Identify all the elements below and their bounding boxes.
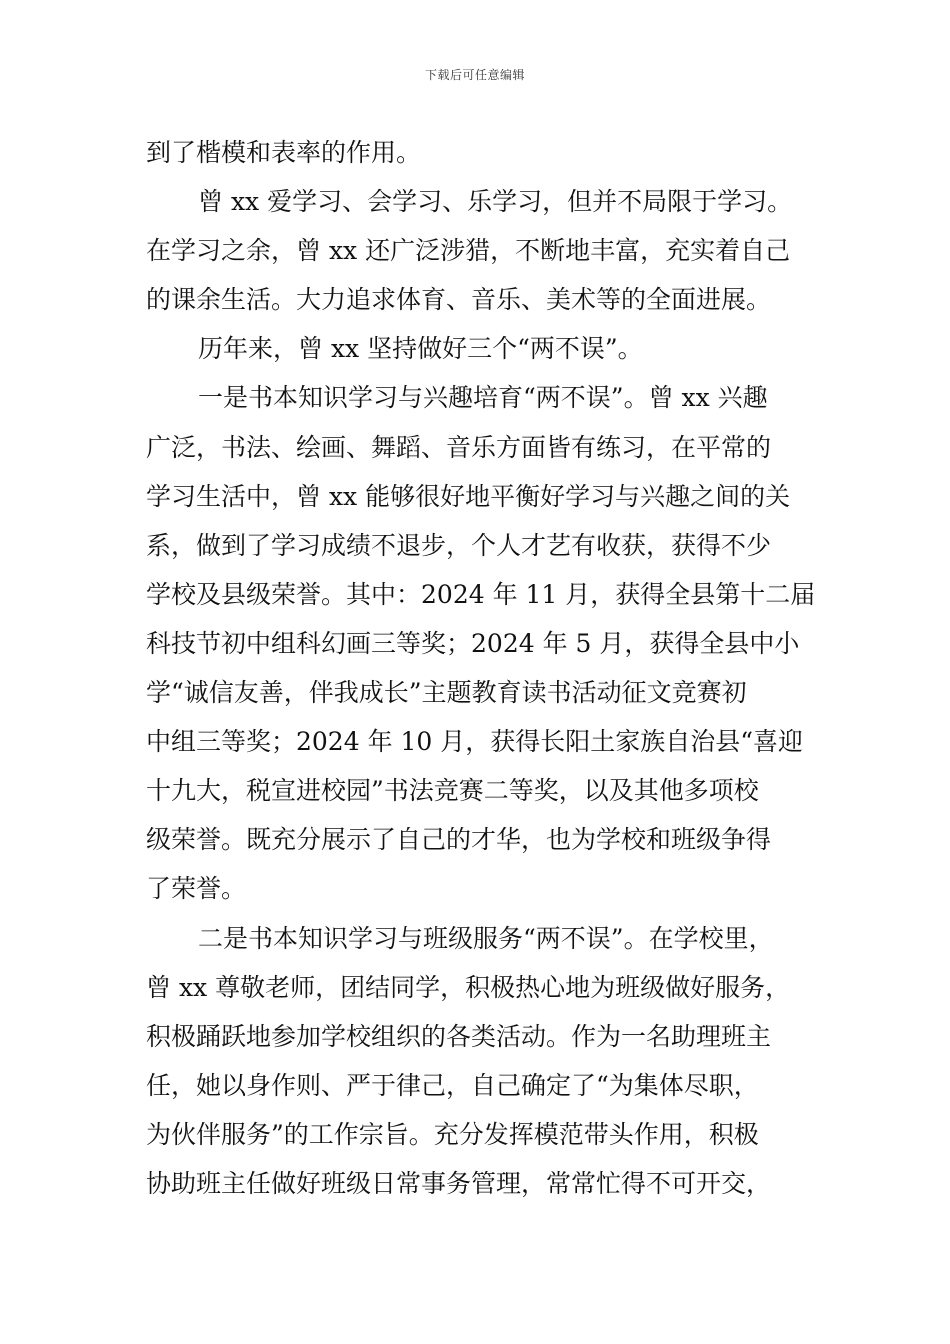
text-line: 曾 xx 尊敬老师，团结同学，积极热心地为班级做好服务， [146,972,791,1002]
text-line: 积极踊跃地参加学校组织的各类活动。作为一名助理班主 [146,1021,772,1051]
text-line: 科技节初中组科幻画三等奖；2024 年 5 月，获得全县中小 [146,628,800,658]
text-line: 为伙伴服务”的工作宗旨。充分发挥模范带头作用，积极 [146,1119,759,1149]
text-line: 的课余生活。大力追求体育、音乐、美术等的全面进展。 [146,285,772,315]
text-line: 级荣誉。既充分展示了自己的才华，也为学校和班级争得 [146,825,772,855]
text-line: 广泛，书法、绘画、舞蹈、音乐方面皆有练习，在平常的 [146,432,772,462]
text-line: 学习生活中，曾 xx 能够很好地平衡好学习与兴趣之间的关 [146,481,791,511]
text-line: 学“诚信友善，伴我成长”主题教育读书活动征文竞赛初 [146,678,747,708]
text-line: 到了楷模和表率的作用。 [146,138,422,167]
document-body [146,128,836,1208]
text-line: 历年来，曾 xx 坚持做好三个“两不误”。 [198,334,643,364]
text-line: 协助班主任做好班级日常事务管理，常常忙得不可开交， [146,1168,772,1198]
text-line: 任，她以身作则、严于律己，自己确定了“为集体尽职， [146,1070,759,1100]
text-line: 系，做到了学习成绩不退步，个人才艺有收获，获得不少 [146,530,772,560]
page-header: 下载后可任意编辑 [424,68,525,82]
text-line: 学校及县级荣誉。其中：2024 年 11 月，获得全县第十二届 [146,579,816,609]
text-line: 中组三等奖；2024 年 10 月，获得长阳土家族自治县“喜迎 [146,727,804,757]
text-line: 十九大，税宣进校园”书法竞赛二等奖，以及其他多项校 [146,776,759,806]
text-line: 曾 xx 爱学习、会学习、乐学习，但并不局限于学习。 [198,187,793,217]
text-line: 在学习之余，曾 xx 还广泛涉猎，不断地丰富，充实着自己 [146,236,791,266]
text-line: 一是书本知识学习与兴趣培育“两不误”。曾 xx 兴趣 [198,383,768,413]
text-line: 二是书本知识学习与班级服务“两不误”。在学校里， [198,923,774,953]
text-line: 了荣誉。 [146,874,247,904]
